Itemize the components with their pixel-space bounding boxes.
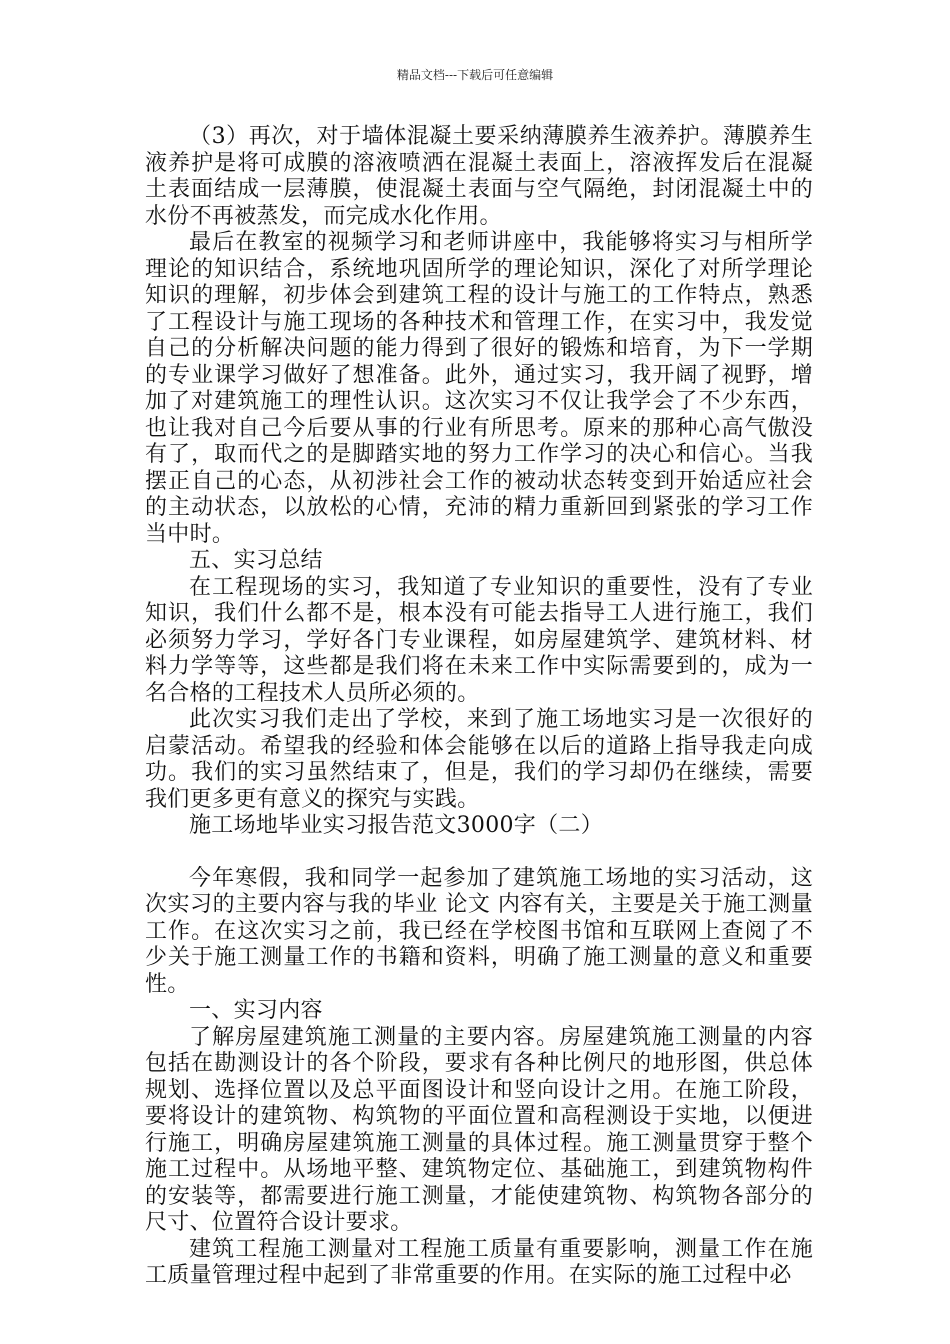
article-title-part-two: 施工场地毕业实习报告范文3000字（二） (189, 813, 603, 838)
page-header: 精品文档---下载后可任意编辑 (396, 68, 554, 82)
paragraph-reflection: 最后在教室的视频学习和老师讲座中，我能够将实习与相所学理论的知识结合，系统地巩固所学的理论知识，深化了对所学理论知识的理解，初步体会到建筑工程的设计与施工的工作特点，熟悉了工程设计与施工现场的各种技术和管理工作，在实习中，我发觉自己的分析解决问题的能力得到了很好的锻炼和培育，为下一学期的专业课学习做好了想准备。此外，通过实习，我开阔了视野，增加了对建筑施工的理性认识。这次实习不仅让我学会了不少东西，也让我对自己今后要从事的行业有所思考。原来的那种心高气傲没有了，取而代之的是脚踏实地的努力工作学习的决心和信心。当我摆正自己的心态，从初涉社会工作的被动状态转变到开始适应社会的主动状态，以放松的心情，充沛的精力重新回到紧张的学习工作当中时。 (145, 230, 813, 547)
paragraph-summary-1: 在工程现场的实习，我知道了专业知识的重要性，没有了专业知识，我们什么都不是，根本没有可能去指导工人进行施工，我们必须努力学习，学好各门专业课程，如房屋建筑学、建筑材料、材料力学等等，这些都是我们将在未来工作中实际需要到的，成为一名合格的工程技术人员所必须的。 (145, 574, 813, 706)
paragraph-survey-importance: 建筑工程施工测量对工程施工质量有重要影响，测量工作在施工质量管理过程中起到了非常重要的作用。在实际的施工过程中必 (145, 1236, 813, 1288)
section-heading-summary: 五、实习总结 (189, 548, 323, 573)
document-body (145, 124, 813, 1290)
paragraph-intro: 今年寒假，我和同学一起参加了建筑施工场地的实习活动，这次实习的主要内容与我的毕业 论文 内容有关，主要是关于施工测量工作。在这次实习之前，我已经在学校图书馆和互联网上查阅了不少关于施工测量工作的书籍和资料，明确了施工测量的意义和重要性。 (145, 865, 813, 997)
paragraph-curing: （3）再次，对于墙体混凝土要采纳薄膜养生液养护。薄膜养生液养护是将可成膜的溶液喷洒在混凝土表面上，溶液挥发后在混凝土表面结成一层薄膜，使混凝土表面与空气隔绝，封闭混凝土中的水份不再被蒸发，而完成水化作用。 (145, 124, 813, 229)
paragraph-summary-2: 此次实习我们走出了学校，来到了施工场地实习是一次很好的启蒙活动。希望我的经验和体会能够在以后的道路上指导我走向成功。我们的实习虽然结束了，但是，我们的学习却仍在继续，需要我们更多更有意义的探究与实践。 (145, 707, 813, 812)
paragraph-survey-content: 了解房屋建筑施工测量的主要内容。房屋建筑施工测量的内容包括在勘测设计的各个阶段，要求有各种比例尺的地形图，供总体规划、选择位置以及总平面图设计和竖向设计之用。在施工阶段，要将设计的建筑物、构筑物的平面位置和高程测设于实地，以便进行施工，明确房屋建筑施工测量的具体过程。施工测量贯穿于整个施工过程中。从场地平整、建筑物定位、基础施工，到建筑物构件的安装等，都需要进行施工测量，才能使建筑物、构筑物各部分的尺寸、位置符合设计要求。 (145, 1024, 813, 1235)
blank-line (145, 840, 813, 866)
section-heading-content: 一、实习内容 (189, 998, 323, 1023)
